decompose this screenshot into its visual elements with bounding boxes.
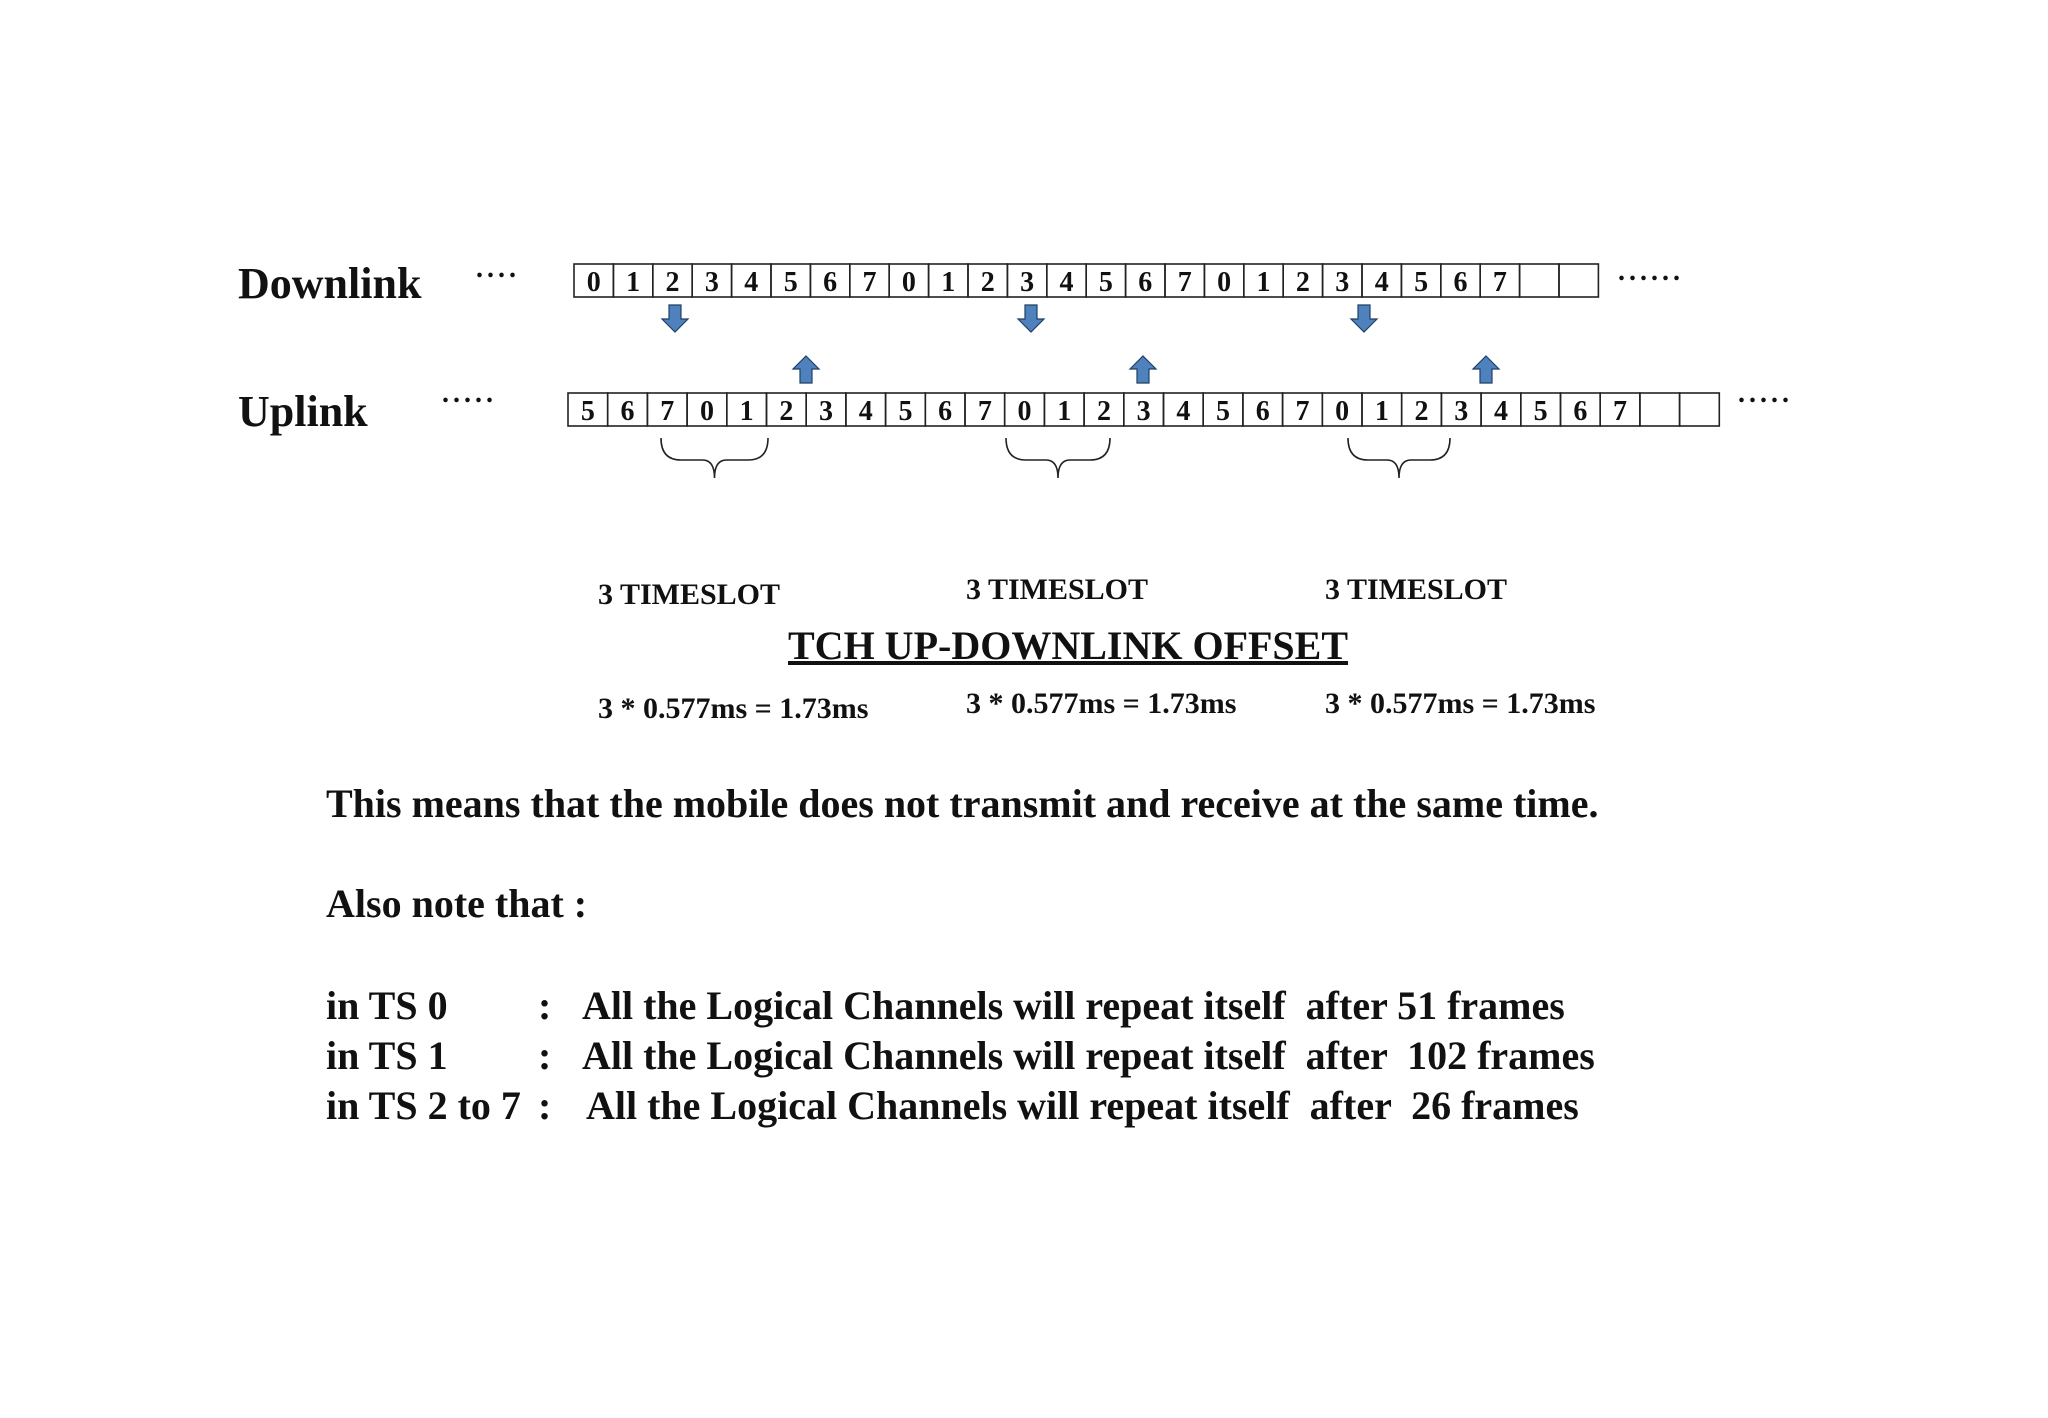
uplink-timeslot-cell: [1680, 393, 1720, 426]
uplink-timeslot-cell-label: 2: [1096, 396, 1111, 427]
uplink-timeslot-cell: [1561, 393, 1601, 427]
downlink-dots-left: ....: [476, 253, 520, 284]
downlink-timeslot-cell: [1165, 264, 1204, 298]
downlink-timeslot-cell-box: [1559, 264, 1598, 297]
uplink-timeslot-cell-label: 6: [938, 396, 953, 427]
downlink-timeslot-cell-label: 7: [1492, 267, 1507, 298]
uplink-timeslot-cell-label: 5: [898, 396, 913, 427]
uplink-timeslot-cell: [1441, 393, 1481, 427]
ts-1-colon: :: [538, 1033, 552, 1078]
offset-brace: [1006, 438, 1110, 478]
up-arrow-icon: [1473, 356, 1499, 383]
uplink-timeslot-cell-label: 7: [660, 396, 675, 427]
uplink-timeslot-cell-label: 7: [1295, 396, 1310, 427]
note-line-1: This means that the mobile does not transmit and receive at the same time.: [326, 781, 1599, 826]
downlink-timeslot-cell-label: 4: [1374, 267, 1389, 298]
offset-brace: [1348, 438, 1450, 478]
ts-0-colon: :: [538, 983, 552, 1028]
ts-1-label: in TS 1: [326, 1033, 448, 1078]
up-arrow-icon: [793, 356, 819, 383]
uplink-timeslot-cell-label: 0: [1335, 396, 1350, 427]
downlink-timeslot-cell-label: 2: [1295, 267, 1310, 298]
downlink-timeslot-cell-label: 4: [1059, 267, 1074, 298]
uplink-timeslot-cell: [608, 393, 648, 427]
uplink-timeslot-cell: [925, 393, 965, 427]
downlink-timeslot-cell-label: 1: [941, 267, 956, 298]
uplink-timeslot-cell: [1044, 393, 1084, 427]
downlink-timeslot-cell-box: [1520, 264, 1559, 297]
downlink-timeslot-cell: [1244, 264, 1283, 298]
uplink-timeslot-cell: [846, 393, 886, 427]
uplink-timeslot-cell: [1600, 393, 1640, 427]
downlink-timeslot-cell: [1520, 264, 1559, 297]
uplink-timeslot-cell: [1164, 393, 1204, 427]
uplink-timeslot-cell-box: [1680, 393, 1720, 426]
uplink-timeslot-cell: [647, 393, 687, 427]
uplink-timeslot-cell-label: 4: [1176, 396, 1191, 427]
downlink-timeslot-cell: [771, 264, 810, 298]
downlink-timeslot-cell-label: 4: [744, 267, 759, 298]
downlink-timeslot-cell: [929, 264, 968, 298]
uplink-timeslot-cell-label: 4: [1493, 396, 1508, 427]
ts-2-7-text: All the Logical Channels will repeat itself after 26 frames: [586, 1083, 1579, 1128]
uplink-timeslot-cell-label: 0: [699, 396, 714, 427]
offset-brace: [661, 438, 768, 478]
uplink-timeslot-cell-label: 0: [1017, 396, 1032, 427]
uplink-timeslot-cell-label: 6: [1255, 396, 1270, 427]
uplink-dots-left: .....: [442, 378, 497, 409]
uplink-timeslot-cell: [1243, 393, 1283, 427]
offset-caption-3: [1325, 495, 1595, 761]
uplink-timeslot-cell: [1481, 393, 1521, 427]
downlink-timeslot-cell-label: 0: [901, 267, 916, 298]
downlink-timeslot-cell-label: 5: [1098, 267, 1113, 298]
downlink-timeslot-cell-label: 0: [1217, 267, 1232, 298]
downlink-timeslot-cell: [889, 264, 928, 298]
uplink-timeslot-cell: [568, 393, 608, 427]
downlink-timeslot-cell: [850, 264, 889, 298]
downlink-timeslot-cell-label: 5: [1414, 267, 1429, 298]
downlink-label: Downlink: [238, 259, 422, 308]
offset-caption-1-line1: 3 TIMESLOT: [598, 578, 781, 611]
uplink-timeslot-row: [568, 393, 1719, 427]
uplink-timeslot-cell-label: 1: [1057, 396, 1072, 427]
uplink-timeslot-cell-label: 5: [580, 396, 595, 427]
down-arrow-icon: [1018, 305, 1044, 332]
downlink-timeslot-cell-label: 2: [980, 267, 995, 298]
downlink-timeslot-cell-label: 7: [1177, 267, 1192, 298]
uplink-timeslot-cell: [1521, 393, 1561, 427]
offset-caption-1-line2: 3 * 0.577ms = 1.73ms: [598, 692, 869, 725]
uplink-timeslot-cell: [1124, 393, 1164, 427]
uplink-timeslot-cell: [1084, 393, 1124, 427]
uplink-timeslot-cell-label: 3: [1454, 396, 1469, 427]
uplink-timeslot-cell: [806, 393, 846, 427]
downlink-timeslot-cell-label: 6: [823, 267, 838, 298]
uplink-timeslot-cell-box: [1640, 393, 1680, 426]
downlink-timeslot-cell: [732, 264, 771, 298]
uplink-timeslot-cell: [1005, 393, 1045, 427]
downlink-timeslot-cell: [1047, 264, 1086, 298]
uplink-timeslot-cell: [1402, 393, 1442, 427]
ts-2-7-label: in TS 2 to 7: [326, 1083, 521, 1128]
downlink-timeslot-cell: [613, 264, 652, 298]
uplink-timeslot-cell-label: 5: [1533, 396, 1548, 427]
uplink-timeslot-cell-label: 7: [977, 396, 992, 427]
downlink-timeslot-cell: [1283, 264, 1322, 298]
uplink-timeslot-cell-label: 2: [1414, 396, 1429, 427]
uplink-timeslot-cell: [1203, 393, 1243, 427]
downlink-timeslot-cell-label: 3: [1335, 267, 1350, 298]
downlink-timeslot-cell: [1401, 264, 1440, 298]
offset-caption-2-line2: 3 * 0.577ms = 1.73ms: [966, 687, 1237, 720]
downlink-timeslot-cell: [1126, 264, 1165, 298]
downlink-timeslot-cell: [1086, 264, 1125, 298]
uplink-timeslot-cell: [767, 393, 807, 427]
uplink-label: Uplink: [238, 387, 368, 436]
downlink-timeslot-cell-label: 6: [1138, 267, 1153, 298]
downlink-timeslot-cell-label: 3: [1020, 267, 1035, 298]
diagram-title: TCH UP-DOWNLINK OFFSET: [788, 623, 1349, 668]
ts-0-text: All the Logical Channels will repeat itself after 51 frames: [582, 983, 1565, 1028]
downlink-timeslot-cell-label: 1: [626, 267, 641, 298]
note-line-2: Also note that :: [326, 881, 588, 926]
uplink-timeslot-cell-label: 6: [620, 396, 635, 427]
downlink-timeslot-cell-label: 5: [783, 267, 798, 298]
uplink-timeslot-cell-label: 1: [1374, 396, 1389, 427]
uplink-timeslot-cell-label: 6: [1573, 396, 1588, 427]
downlink-timeslot-cell-label: 2: [665, 267, 680, 298]
uplink-timeslot-cell-label: 4: [858, 396, 873, 427]
uplink-dots-right: .....: [1738, 378, 1793, 409]
uplink-timeslot-cell-label: 7: [1613, 396, 1628, 427]
uplink-timeslot-cell-label: 5: [1216, 396, 1231, 427]
offset-caption-3-line1: 3 TIMESLOT: [1325, 573, 1508, 606]
uplink-timeslot-cell-label: 3: [819, 396, 834, 427]
down-arrow-icon: [1351, 305, 1377, 332]
offset-braces: [661, 438, 1450, 478]
downlink-timeslot-cell: [1204, 264, 1243, 298]
downlink-timeslot-cell: [692, 264, 731, 298]
downlink-timeslot-cell: [1007, 264, 1046, 298]
uplink-timeslot-cell: [965, 393, 1005, 427]
offset-caption-2-line1: 3 TIMESLOT: [966, 573, 1149, 606]
uplink-timeslot-cell: [1640, 393, 1680, 426]
offset-arrows: [662, 305, 1499, 383]
down-arrow-icon: [662, 305, 688, 332]
downlink-timeslot-cell: [810, 264, 849, 298]
up-arrow-icon: [1130, 356, 1156, 383]
uplink-timeslot-cell: [886, 393, 926, 427]
ts-2-7-colon: :: [538, 1083, 552, 1128]
uplink-timeslot-cell: [727, 393, 767, 427]
ts-0-label: in TS 0: [326, 983, 448, 1028]
downlink-timeslot-row: [574, 264, 1598, 298]
uplink-timeslot-cell-label: 2: [779, 396, 794, 427]
downlink-timeslot-cell-label: 6: [1453, 267, 1468, 298]
uplink-timeslot-cell: [1283, 393, 1323, 427]
uplink-timeslot-cell: [687, 393, 727, 427]
downlink-dots-right: ......: [1618, 256, 1684, 287]
uplink-timeslot-cell: [1322, 393, 1362, 427]
downlink-timeslot-cell: [968, 264, 1007, 298]
downlink-timeslot-cell: [653, 264, 692, 298]
uplink-timeslot-cell-label: 3: [1136, 396, 1151, 427]
downlink-timeslot-cell: [1362, 264, 1401, 298]
downlink-timeslot-cell-label: 0: [586, 267, 601, 298]
ts-1-text: All the Logical Channels will repeat itself after 102 frames: [582, 1033, 1595, 1078]
downlink-timeslot-cell: [1323, 264, 1362, 298]
downlink-timeslot-cell-label: 3: [704, 267, 719, 298]
downlink-timeslot-cell-label: 7: [862, 267, 877, 298]
downlink-timeslot-cell: [1480, 264, 1519, 298]
downlink-timeslot-cell: [1559, 264, 1598, 297]
uplink-timeslot-cell-label: 1: [739, 396, 754, 427]
downlink-timeslot-cell: [1441, 264, 1480, 298]
downlink-timeslot-cell-label: 1: [1256, 267, 1271, 298]
downlink-timeslot-cell: [574, 264, 613, 298]
uplink-timeslot-cell: [1362, 393, 1402, 427]
offset-caption-3-line2: 3 * 0.577ms = 1.73ms: [1325, 687, 1596, 720]
